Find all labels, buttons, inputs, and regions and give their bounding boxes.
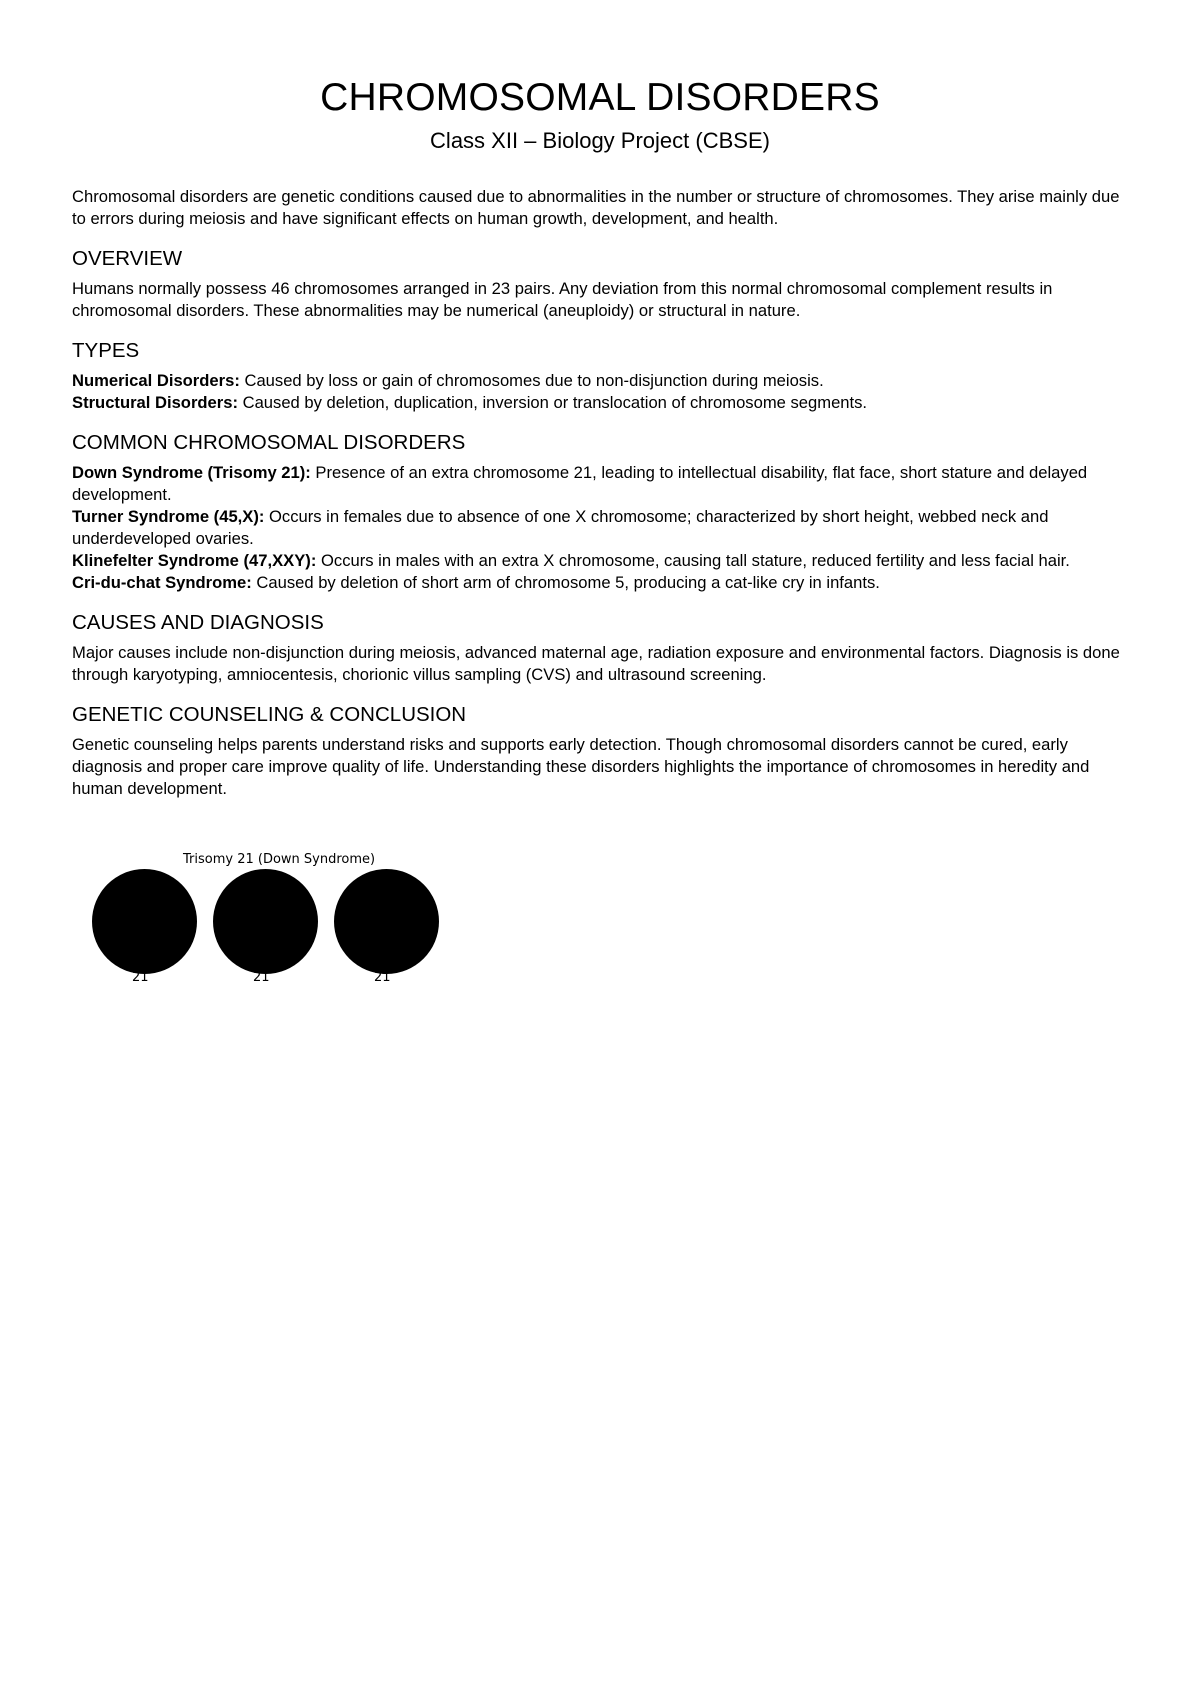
chromosome-shape: [213, 869, 318, 974]
page-title: CHROMOSOMAL DISORDERS: [320, 76, 880, 119]
common-disorders-heading: COMMON CHROMOSOMAL DISORDERS: [72, 431, 466, 454]
trisomy-figure: [92, 852, 462, 1002]
disorder-text: Presence of an extra chromosome 21, leading to intellectual disability, flat face, short stature and delayed development.: [72, 463, 1088, 504]
types-heading: TYPES: [72, 339, 140, 362]
disorder-klinefelter-syndrome: [72, 550, 1137, 572]
types-item-term: Structural Disorders:: [72, 393, 238, 412]
disorder-cri-du-chat-syndrome: [72, 572, 1137, 594]
chromosome-label: 21: [374, 970, 391, 985]
types-item-numerical: [72, 370, 1137, 392]
chromosome-label: 21: [132, 970, 149, 985]
chromosome-label: 21: [253, 970, 270, 985]
intro-paragraph: Chromosomal disorders are genetic conditions caused due to abnormalities in the number or structure of chromosomes. They arise mainly due to errors during meiosis and have significant effects on human growth, development, and health.: [72, 187, 1120, 228]
causes-heading: CAUSES AND DIAGNOSIS: [72, 611, 324, 634]
document-body: [72, 186, 1137, 800]
types-item-structural: [72, 392, 1137, 414]
disorder-text: Occurs in females due to absence of one X chromosome; characterized by short height, webbed neck and underdeveloped ovaries.: [72, 507, 1049, 548]
disorder-term: Klinefelter Syndrome (47,XXY):: [72, 551, 317, 570]
types-item-term: Numerical Disorders:: [72, 371, 240, 390]
disorder-text: Caused by deletion of short arm of chromosome 5, producing a cat-like cry in infants.: [251, 573, 880, 592]
disorder-term: Turner Syndrome (45,X):: [72, 507, 265, 526]
overview-heading: OVERVIEW: [72, 247, 183, 270]
disorder-term: Down Syndrome (Trisomy 21):: [72, 463, 311, 482]
chromosome-shape: [92, 869, 197, 974]
chromosome-shape: [334, 869, 439, 974]
disorder-term: Cri-du-chat Syndrome:: [72, 573, 252, 592]
types-item-text: Caused by loss or gain of chromosomes due to non-disjunction during meiosis.: [239, 371, 824, 390]
figure-caption: Trisomy 21 (Down Syndrome): [183, 852, 376, 867]
disorder-down-syndrome: [72, 462, 1137, 506]
types-item-text: Caused by deletion, duplication, inversion or translocation of chromosome segments.: [237, 393, 868, 412]
disorder-text: Occurs in males with an extra X chromosome, causing tall stature, reduced fertility and less facial hair.: [316, 551, 1070, 570]
disorder-turner-syndrome: [72, 506, 1137, 550]
counseling-heading: GENETIC COUNSELING & CONCLUSION: [72, 703, 467, 726]
overview-paragraph: Humans normally possess 46 chromosomes arranged in 23 pairs. Any deviation from this normal chromosomal complement results in chromosomal disorders. These abnormalities may be numerical (aneuploidy) or structural in nature.: [72, 279, 1053, 320]
causes-paragraph: Major causes include non-disjunction during meiosis, advanced maternal age, radiation exposure and environmental factors. Diagnosis is done through karyotyping, amniocentesis, chorionic villus sampling (CVS) and ultrasound screening.: [72, 643, 1120, 684]
counseling-paragraph: Genetic counseling helps parents understand risks and supports early detection. Though chromosomal disorders cannot be cured, early diagnosis and proper care improve quality of life. Understanding these disorders highlights the importance of chromosomes in heredity and human development.: [72, 735, 1090, 798]
page-subtitle: Class XII – Biology Project (CBSE): [430, 128, 770, 153]
